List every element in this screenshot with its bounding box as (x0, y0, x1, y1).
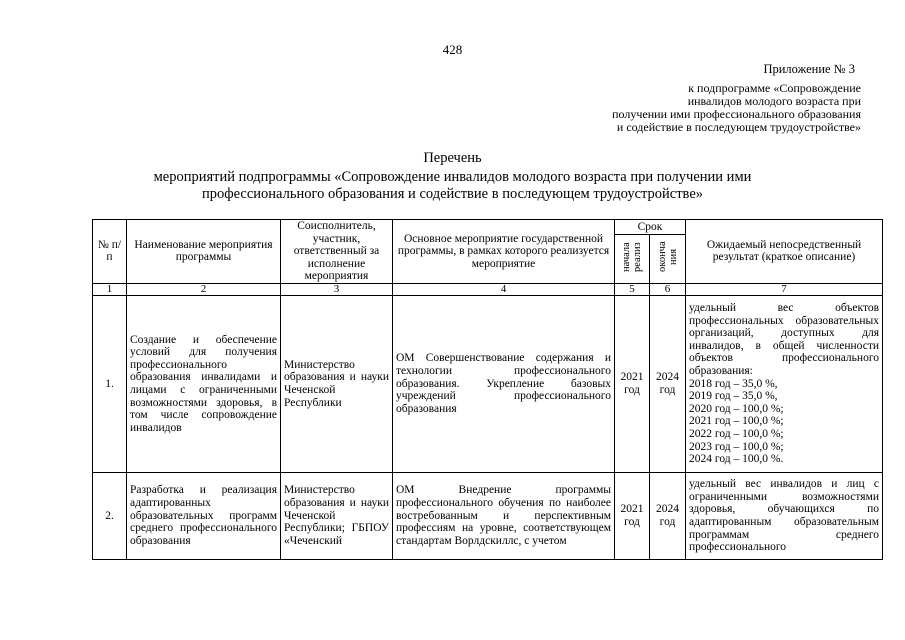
header-term: Срок (615, 220, 686, 235)
column-number: 5 (615, 283, 650, 295)
table-header-row (93, 220, 883, 235)
column-number: 1 (93, 283, 127, 295)
header-term-end (650, 235, 686, 284)
row-start: 2021 год (615, 295, 650, 472)
table-row (93, 295, 883, 472)
header-name: Наименование мероприятия программы (127, 220, 281, 284)
column-number: 7 (686, 283, 883, 295)
result-year: 2024 год – 100,0 %. (689, 453, 784, 466)
column-number: 3 (281, 283, 393, 295)
header-main-event: Основное мероприятие государственной программы, в рамках которого реализуется мероприятие (393, 220, 615, 284)
header-num: № п/п (93, 220, 127, 284)
result-text: удельный вес объектов профессиональных образовательных организаций, доступных для инвалидов, в общей численности объектов профессионального образования: (689, 302, 880, 378)
row-result (686, 295, 883, 472)
result-year: 2020 год – 100,0 %; (689, 402, 784, 415)
appendix-line: и содействие в последующем трудоустройстве» (616, 120, 861, 134)
table-row (93, 472, 883, 559)
row-main-event: ОМ Совершенствование содержания и технологии профессионального образования. Укрепление базовых учреждений профессионального образования (393, 295, 615, 472)
header-term-start (615, 235, 650, 284)
row-end: 2024 год (650, 472, 686, 559)
row-name: Создание и обеспечение условий для получения профессионального образования инвалидами и лицами с ограниченными возможностями здоровья, в том числе сопровождение инвалидов (127, 295, 281, 472)
row-result: удельный вес инвалидов и лиц с ограниченными возможностями здоровья, обучающихся по адаптированным образовательным программам среднего профессионального (686, 472, 883, 559)
document-subtitle: мероприятий подпрограммы «Сопровождение инвалидов молодого возраста при получении ими профессионального образования и содействие в последующем трудоустройстве» (153, 169, 752, 202)
row-name: Разработка и реализация адаптированных образовательных программ среднего профессионального образования (127, 472, 281, 559)
row-end: 2024 год (650, 295, 686, 472)
result-year: 2019 год – 35,0 %, (689, 390, 778, 403)
appendix-title: Приложение № 3 (763, 62, 855, 76)
row-num: 1. (93, 295, 127, 472)
header-executor: Соисполнитель, участник, ответственный за исполнение мероприятия (281, 220, 393, 284)
result-year: 2022 год – 100,0 %; (689, 428, 784, 441)
column-number-row (93, 283, 883, 295)
row-start: 2021 год (615, 472, 650, 559)
header-result: Ожидаемый непосредственный результат (краткое описание) (686, 220, 883, 284)
measures-table (92, 219, 883, 560)
appendix-subtitle (561, 82, 861, 134)
column-number: 4 (393, 283, 615, 295)
column-number: 6 (650, 283, 686, 295)
result-year: 2021 год – 100,0 %; (689, 415, 784, 428)
column-number: 2 (127, 283, 281, 295)
document-title: Перечень (423, 150, 482, 166)
appendix-line: к подпрограмме «Сопровождение (688, 81, 861, 95)
row-executor: Министерство образования и науки Чеченской Республики (281, 295, 393, 472)
result-year: 2023 год – 100,0 %; (689, 440, 784, 453)
row-main-event: ОМ Внедрение программы профессионального обучения по наиболее востребованным и перспективным профессиям на уровне, соответствующем стандартам Ворлдскиллс, с учетом (393, 472, 615, 559)
header-term-start-label: начала реализ (621, 242, 643, 273)
result-year: 2018 год – 35,0 %, (689, 377, 778, 390)
page-number: 428 (442, 42, 463, 57)
row-executor: Министерство образования и науки Чеченской Республики; ГБПОУ «Чеченский (281, 472, 393, 559)
appendix-line: получении ими профессионального образования (612, 107, 861, 121)
appendix-line: инвалидов молодого возраста при (687, 94, 861, 108)
header-term-end-label: оконча ния (656, 241, 679, 273)
row-num: 2. (93, 472, 127, 559)
